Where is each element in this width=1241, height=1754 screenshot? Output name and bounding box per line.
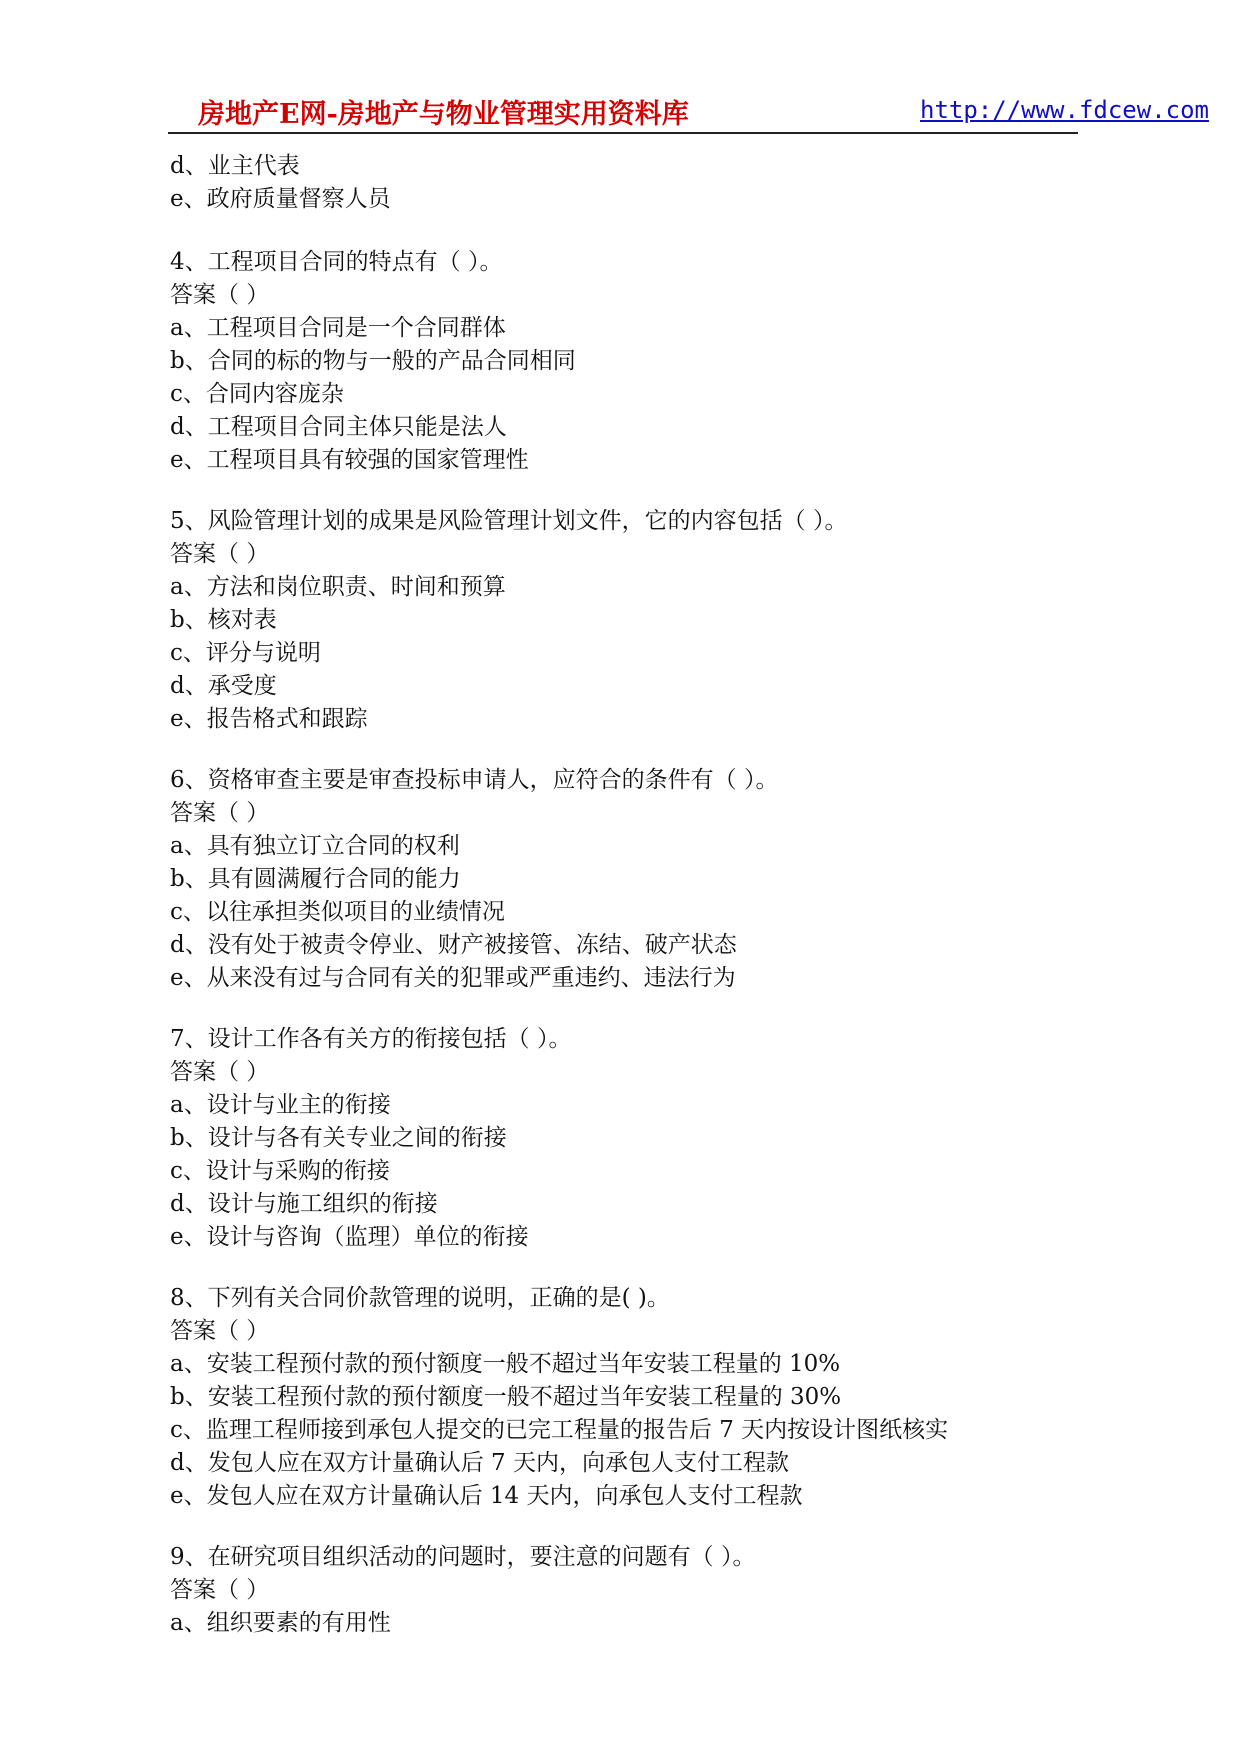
answer-line: 答案（ ） bbox=[170, 1059, 270, 1085]
option-line: e、从来没有过与合同有关的犯罪或严重违约、违法行为 bbox=[170, 965, 736, 991]
question-block-4 bbox=[170, 246, 1070, 477]
question-text: 7、设计工作各有关方的衔接包括（ ）。 bbox=[170, 1026, 572, 1052]
option-line: e、设计与咨询（监理）单位的衔接 bbox=[170, 1224, 529, 1250]
document-body bbox=[170, 150, 1070, 1668]
option-line: e、工程项目具有较强的国家管理性 bbox=[170, 447, 529, 473]
option-line: a、方法和岗位职责、时间和预算 bbox=[170, 574, 506, 600]
question-block-8 bbox=[170, 1282, 1070, 1513]
option-line: e、报告格式和跟踪 bbox=[170, 706, 368, 732]
answer-line: 答案（ ） bbox=[170, 541, 270, 567]
option-line: c、监理工程师接到承包人提交的已完工程量的报告后 7 天内按设计图纸核实 bbox=[170, 1417, 949, 1443]
option-line: b、核对表 bbox=[170, 607, 277, 633]
option-line: c、合同内容庞杂 bbox=[170, 381, 344, 407]
option-line: e、政府质量督察人员 bbox=[170, 186, 391, 212]
option-line: c、评分与说明 bbox=[170, 640, 321, 666]
option-line: d、承受度 bbox=[170, 673, 277, 699]
page-header bbox=[168, 88, 1209, 134]
option-line: b、安装工程预付款的预付额度一般不超过当年安装工程量的 30% bbox=[170, 1384, 842, 1410]
option-line: b、具有圆满履行合同的能力 bbox=[170, 866, 461, 892]
option-line: a、具有独立订立合同的权利 bbox=[170, 833, 460, 859]
question-block-7 bbox=[170, 1023, 1070, 1254]
option-line: e、发包人应在双方计量确认后 14 天内，向承包人支付工程款 bbox=[170, 1483, 803, 1509]
header-url-link[interactable]: http://www.fdcew.com bbox=[920, 96, 1209, 124]
option-line: d、设计与施工组织的衔接 bbox=[170, 1191, 438, 1217]
option-line: c、设计与采购的衔接 bbox=[170, 1158, 390, 1184]
question-block-9 bbox=[170, 1541, 1070, 1640]
option-line: d、没有处于被责令停业、财产被接管、冻结、破产状态 bbox=[170, 932, 737, 958]
option-line: b、合同的标的物与一般的产品合同相同 bbox=[170, 348, 576, 374]
option-line: d、工程项目合同主体只能是法人 bbox=[170, 414, 507, 440]
answer-line: 答案（ ） bbox=[170, 1577, 270, 1603]
option-line: a、工程项目合同是一个合同群体 bbox=[170, 315, 506, 341]
option-line: d、发包人应在双方计量确认后 7 天内，向承包人支付工程款 bbox=[170, 1450, 789, 1476]
question-text: 9、在研究项目组织活动的问题时，要注意的问题有（ ）。 bbox=[170, 1544, 756, 1570]
question-text: 4、工程项目合同的特点有（ ）。 bbox=[170, 249, 503, 275]
question-text: 6、资格审查主要是审查投标申请人，应符合的条件有（ ）。 bbox=[170, 767, 779, 793]
question-block-6 bbox=[170, 764, 1070, 995]
question-text: 8、下列有关合同价款管理的说明，正确的是( )。 bbox=[170, 1285, 670, 1311]
option-line: a、设计与业主的衔接 bbox=[170, 1092, 391, 1118]
option-line: b、设计与各有关专业之间的衔接 bbox=[170, 1125, 507, 1151]
continuation-block bbox=[170, 150, 1070, 216]
option-line: a、组织要素的有用性 bbox=[170, 1610, 391, 1636]
answer-line: 答案（ ） bbox=[170, 282, 270, 308]
option-line: d、业主代表 bbox=[170, 153, 300, 179]
answer-line: 答案（ ） bbox=[170, 1318, 270, 1344]
question-block-5 bbox=[170, 505, 1070, 736]
header-title: 房地产E网-房地产与物业管理实用资料库 bbox=[198, 99, 689, 130]
answer-line: 答案（ ） bbox=[170, 800, 270, 826]
question-text: 5、风险管理计划的成果是风险管理计划文件，它的内容包括（ ）。 bbox=[170, 508, 848, 534]
option-line: c、以往承担类似项目的业绩情况 bbox=[170, 899, 505, 925]
option-line: a、安装工程预付款的预付额度一般不超过当年安装工程量的 10% bbox=[170, 1351, 841, 1377]
